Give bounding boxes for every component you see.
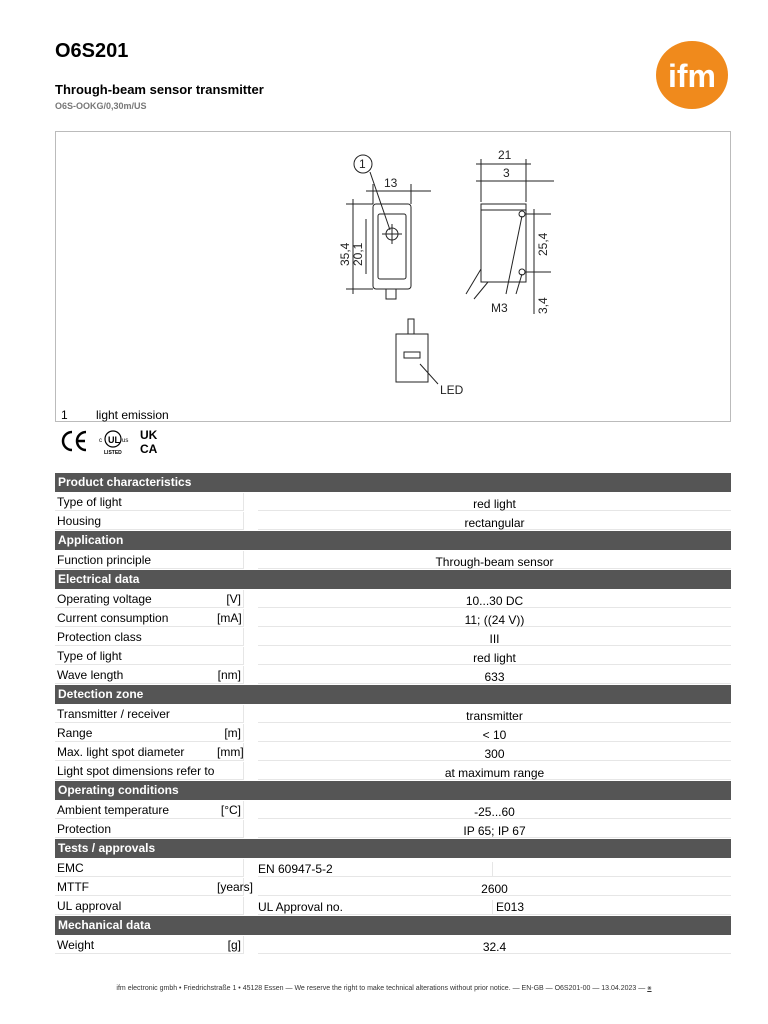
row-label: Light spot dimensions refer to (57, 764, 215, 778)
row-unit: [g] (227, 938, 241, 952)
table-row (55, 512, 731, 531)
ul-listed-icon (99, 431, 128, 456)
row-value: UL Approval no. (258, 900, 343, 914)
row-value: 11; ((24 V)) (464, 613, 525, 627)
row-value: 10...30 DC (465, 594, 524, 608)
row-value: Through-beam sensor (435, 555, 554, 569)
table-row (55, 724, 731, 743)
svg-text:35,4: 35,4 (338, 242, 352, 266)
table-row (55, 878, 731, 897)
ukca-mark-icon (140, 428, 158, 456)
section-header: Mechanical data (55, 916, 731, 935)
row-label: MTTF (57, 880, 89, 894)
svg-text:LED: LED (440, 383, 464, 397)
table-row (55, 551, 731, 570)
certification-marks (58, 427, 178, 457)
table-row (55, 859, 731, 878)
svg-text:3: 3 (503, 166, 510, 180)
row-label: Current consumption (57, 611, 169, 625)
svg-text:UL: UL (108, 435, 120, 445)
table-row (55, 801, 731, 820)
row-value: transmitter (466, 709, 523, 723)
row-unit: [nm] (217, 668, 241, 682)
table-row (55, 628, 731, 647)
row-value: rectangular (464, 516, 525, 530)
row-value: IP 65; IP 67 (463, 824, 526, 838)
svg-text:21: 21 (498, 148, 512, 162)
row-value: III (489, 632, 500, 646)
row-value: -25...60 (474, 805, 515, 819)
row-value-secondary: E013 (492, 900, 524, 915)
table-row (55, 493, 731, 512)
legend-text: light emission (96, 408, 169, 422)
row-value: 300 (484, 747, 505, 761)
row-value-secondary (492, 862, 496, 877)
svg-text:1: 1 (359, 157, 366, 171)
table-row (55, 609, 731, 628)
table-row (55, 743, 731, 762)
section-header: Detection zone (55, 685, 731, 704)
table-row (55, 897, 731, 916)
svg-text:13: 13 (384, 176, 398, 190)
row-label: Max. light spot diameter (57, 745, 185, 759)
section-header: Tests / approvals (55, 839, 731, 858)
section-header: Electrical data (55, 570, 731, 589)
svg-text:CA: CA (140, 442, 158, 456)
ifm-logo (655, 40, 729, 110)
row-value: 2600 (481, 882, 508, 896)
row-unit: [m] (224, 726, 241, 740)
table-row (55, 936, 731, 955)
table-row (55, 590, 731, 609)
logo-text: ifm (668, 58, 716, 94)
row-unit: [mA] (217, 611, 242, 625)
row-label: UL approval (57, 899, 122, 913)
specification-table (55, 473, 731, 955)
ifm-small-icon: ⨳ (647, 985, 652, 992)
section-header: Operating conditions (55, 781, 731, 800)
row-label: Function principle (57, 553, 152, 567)
table-row (55, 820, 731, 839)
row-label: Type of light (57, 649, 122, 663)
row-label: Ambient temperature (57, 803, 170, 817)
row-value: red light (473, 497, 516, 511)
table-row (55, 705, 731, 724)
table-row (55, 762, 731, 781)
row-label: Operating voltage (57, 592, 152, 606)
row-value: 633 (484, 670, 505, 684)
table-row (55, 666, 731, 685)
ce-mark-icon (63, 432, 86, 450)
svg-text:LISTED: LISTED (104, 450, 122, 456)
svg-text:us: us (122, 438, 129, 444)
row-label: Protection (57, 822, 112, 836)
svg-text:20,1: 20,1 (351, 242, 365, 266)
section-header: Application (55, 531, 731, 550)
dimension-drawing (326, 144, 550, 409)
article-number: O6S-OOKG/0,30m/US (55, 101, 147, 111)
product-subtitle: Through-beam sensor transmitter (55, 82, 264, 97)
legend-number: 1 (61, 408, 68, 422)
svg-text:c: c (99, 438, 102, 444)
row-label: EMC (57, 861, 84, 875)
row-value: < 10 (482, 728, 507, 742)
table-row (55, 647, 731, 666)
row-label: Wave length (57, 668, 124, 682)
page-title: O6S201 (55, 40, 129, 62)
row-label: Type of light (57, 495, 122, 509)
row-label: Housing (57, 514, 102, 528)
row-value: at maximum range (444, 766, 545, 780)
row-value: red light (473, 651, 516, 665)
drawing-legend (61, 408, 169, 422)
row-value: 32.4 (482, 940, 507, 954)
page-footer (0, 985, 768, 993)
footer-text: ifm electronic gmbh • Friedrichstraße 1 • 45128 Essen — We reserve the right to make technical alterations without prior notice. — EN-GB — O6S201-00 — 13.04.2023 — (116, 985, 646, 992)
svg-text:25,4: 25,4 (536, 232, 550, 256)
row-unit: [years] (217, 880, 254, 894)
row-label: Transmitter / receiver (57, 707, 170, 721)
row-unit: [V] (226, 592, 241, 606)
svg-text:M3: M3 (491, 301, 508, 315)
svg-text:3,4: 3,4 (536, 297, 550, 314)
section-header: Product characteristics (55, 473, 731, 492)
row-unit: [°C] (220, 803, 241, 817)
row-value: EN 60947-5-2 (258, 862, 333, 876)
dimension-drawing-box (55, 131, 731, 422)
row-label: Protection class (57, 630, 142, 644)
row-label: Weight (57, 938, 95, 952)
row-unit: [mm] (217, 745, 244, 759)
svg-text:UK: UK (140, 428, 158, 442)
row-label: Range (57, 726, 93, 740)
